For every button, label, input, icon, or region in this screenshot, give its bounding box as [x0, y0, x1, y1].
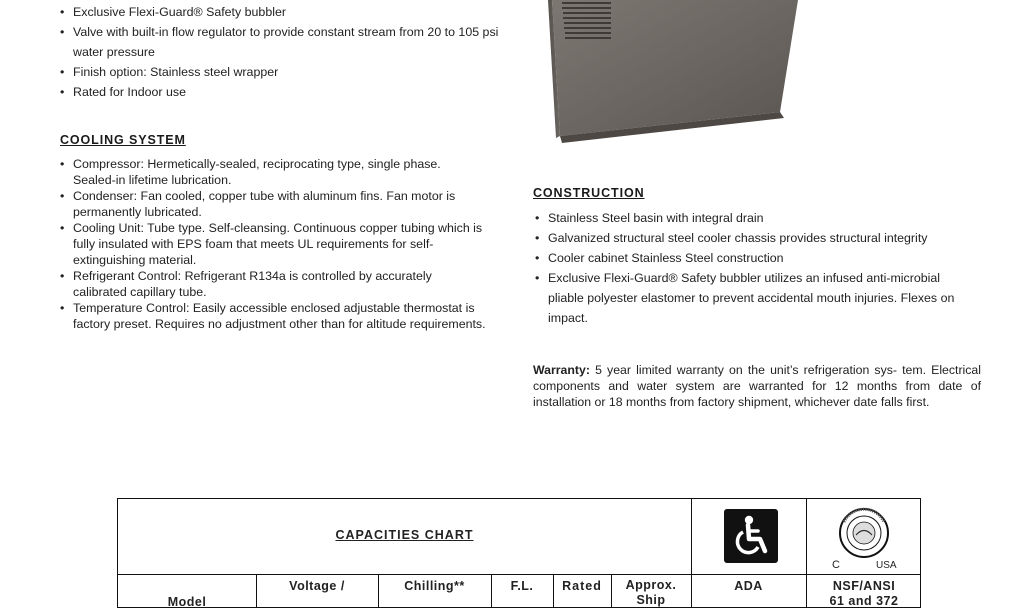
construction-list: [533, 208, 983, 328]
warranty-paragraph: [533, 362, 981, 410]
cooling-system-heading: COOLING SYSTEM: [60, 133, 186, 147]
warranty-text: 5 year limited warranty on the unit’s refrigeration sys- tem. Electrical components and water system are warranted for 12 months from date of installation or 18 months from factory shipment, whichever date falls first.: [533, 363, 982, 409]
col-header-ship: Approx. Ship: [625, 578, 677, 607]
list-item: • Refrigerant Control: Refrigerant R134a is controlled by accurately calibrated capillary tube.: [60, 268, 468, 300]
cert-logo-c: C: [832, 559, 840, 571]
warranty-label: Warranty:: [533, 363, 590, 377]
list-item: • Cooling Unit: Tube type. Self-cleansing. Continuous copper tubing which is fully insulated with EPS foam that meets UL requirements for self-extinguishing material.: [60, 220, 493, 268]
cert-logo-usa: USA: [876, 560, 897, 571]
list-item: • Temperature Control: Easily accessible enclosed adjustable thermostat is factory preset. Requires no adjustment other than for altitude requirements.: [60, 300, 505, 332]
chart-title: CAPACITIES CHART: [335, 528, 474, 542]
list-item: • Exclusive Flexi-Guard® Safety bubbler: [60, 2, 520, 22]
list-item: • Rated for Indoor use: [60, 82, 520, 102]
list-item: • Cooler cabinet Stainless Steel construction: [535, 248, 983, 268]
col-header-model: Model: [167, 595, 207, 609]
col-header-nsf: NSF/ANSI 61 and 372: [829, 579, 899, 608]
col-header-chilling: Chilling**: [404, 579, 465, 593]
list-item: • Condenser: Fan cooled, copper tube with aluminum fins. Fan motor is permanently lubricated.: [60, 188, 491, 220]
col-header-fl: F.L.: [510, 579, 534, 593]
water-cooler-image: [548, 0, 808, 150]
wheelchair-icon: [724, 509, 778, 563]
capacities-chart: [117, 498, 921, 608]
col-header-voltage: Voltage /: [289, 579, 345, 593]
list-item: • Valve with built-in flow regulator to provide constant stream from 20 to 105 psi water pressure: [60, 22, 520, 62]
list-item: • Stainless Steel basin with integral drain: [535, 208, 983, 228]
list-item: • Exclusive Flexi-Guard® Safety bubbler utilizes an infused anti-microbial pliable polyester elastomer to prevent accidental mouth injuries. Flexes on impact.: [535, 268, 978, 328]
cooling-system-list: [60, 156, 500, 332]
col-header-ada: ADA: [734, 579, 763, 593]
feature-list: [60, 2, 520, 102]
list-item: • Finish option: Stainless steel wrapper: [60, 62, 520, 82]
list-item: • Compressor: Hermetically-sealed, reciprocating type, single phase. Sealed-in lifetime lubrication.: [60, 156, 478, 188]
col-header-rated: Rated: [562, 579, 602, 593]
list-item: • Galvanized structural steel cooler chassis provides structural integrity: [535, 228, 983, 248]
construction-heading: CONSTRUCTION: [533, 186, 645, 200]
